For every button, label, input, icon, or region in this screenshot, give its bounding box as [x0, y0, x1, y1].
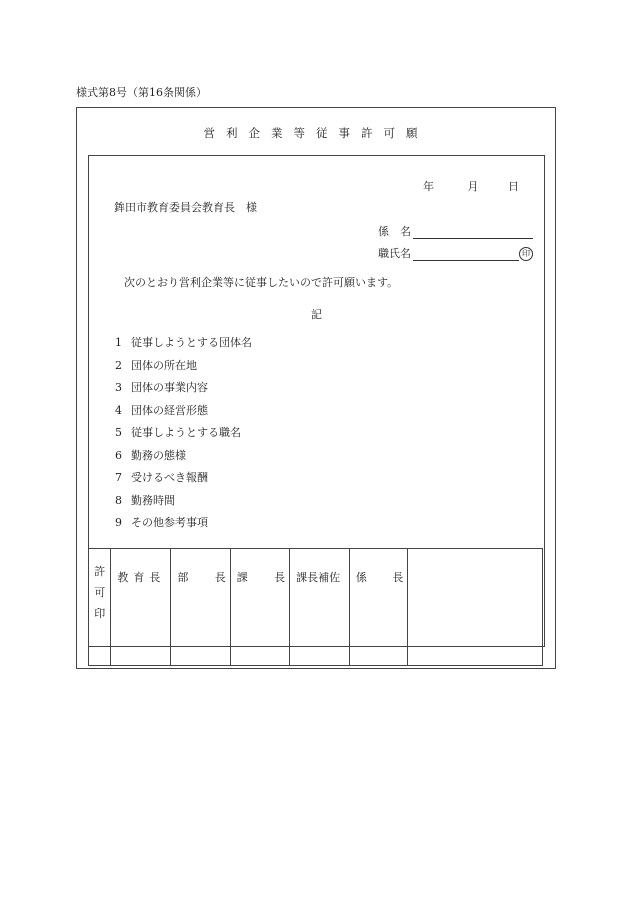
list-item: 4 団体の経営形態	[115, 403, 208, 417]
bucho-stamp-cell[interactable]: 部 長	[171, 549, 230, 666]
list-item: 3 団体の事業内容	[115, 381, 208, 394]
addressee: 鉾田市教育委員会教育長 様	[114, 201, 257, 214]
kacho-hosa-stamp-cell[interactable]: 課長補佐	[290, 549, 350, 666]
kyoikucho-stamp-cell[interactable]: 教育長	[111, 549, 171, 666]
list-item: 9 その他参考事項	[115, 516, 208, 529]
date-day-label: 日	[508, 180, 519, 193]
list-item: 7 受けるべき報酬	[115, 471, 208, 484]
seal-mark-icon: 印	[519, 247, 533, 261]
list-item: 1 従事しようとする団体名	[115, 336, 252, 349]
item-list	[115, 336, 252, 539]
shokushi-row	[378, 245, 533, 261]
date-year-label: 年	[423, 180, 434, 193]
shokushi-field[interactable]	[413, 248, 519, 261]
blank-stamp-cell[interactable]	[408, 549, 543, 666]
kacho-stamp-cell[interactable]: 課 長	[230, 549, 289, 666]
kakari-label: 係 名	[378, 225, 411, 238]
form-outer-frame	[76, 107, 556, 669]
list-item: 2 団体の所在地	[115, 358, 197, 372]
kakari-field[interactable]	[413, 226, 533, 239]
request-text: 次のとおり営利企業等に従事したいので許可願います。	[124, 276, 399, 289]
form-number: 様式第8号（第16条関係）	[76, 86, 207, 99]
kakaricho-stamp-cell[interactable]: 係 長	[349, 549, 407, 666]
kyoka-in-cell: 許 可 印	[89, 549, 111, 666]
shokushi-label: 職氏名	[378, 247, 411, 260]
list-item: 6 勤務の態様	[115, 448, 186, 462]
form-inner-frame	[88, 155, 545, 647]
date-month-label: 月	[467, 180, 479, 193]
form-title: 営利企業等従事許可願	[203, 126, 429, 140]
kakari-row	[378, 223, 533, 239]
ki-heading: 記	[311, 308, 322, 321]
date-line	[423, 178, 519, 194]
list-item: 8 勤務時間	[115, 493, 175, 507]
approval-stamp-table	[88, 548, 543, 666]
list-item: 5 従事しようとする職名	[115, 426, 241, 439]
